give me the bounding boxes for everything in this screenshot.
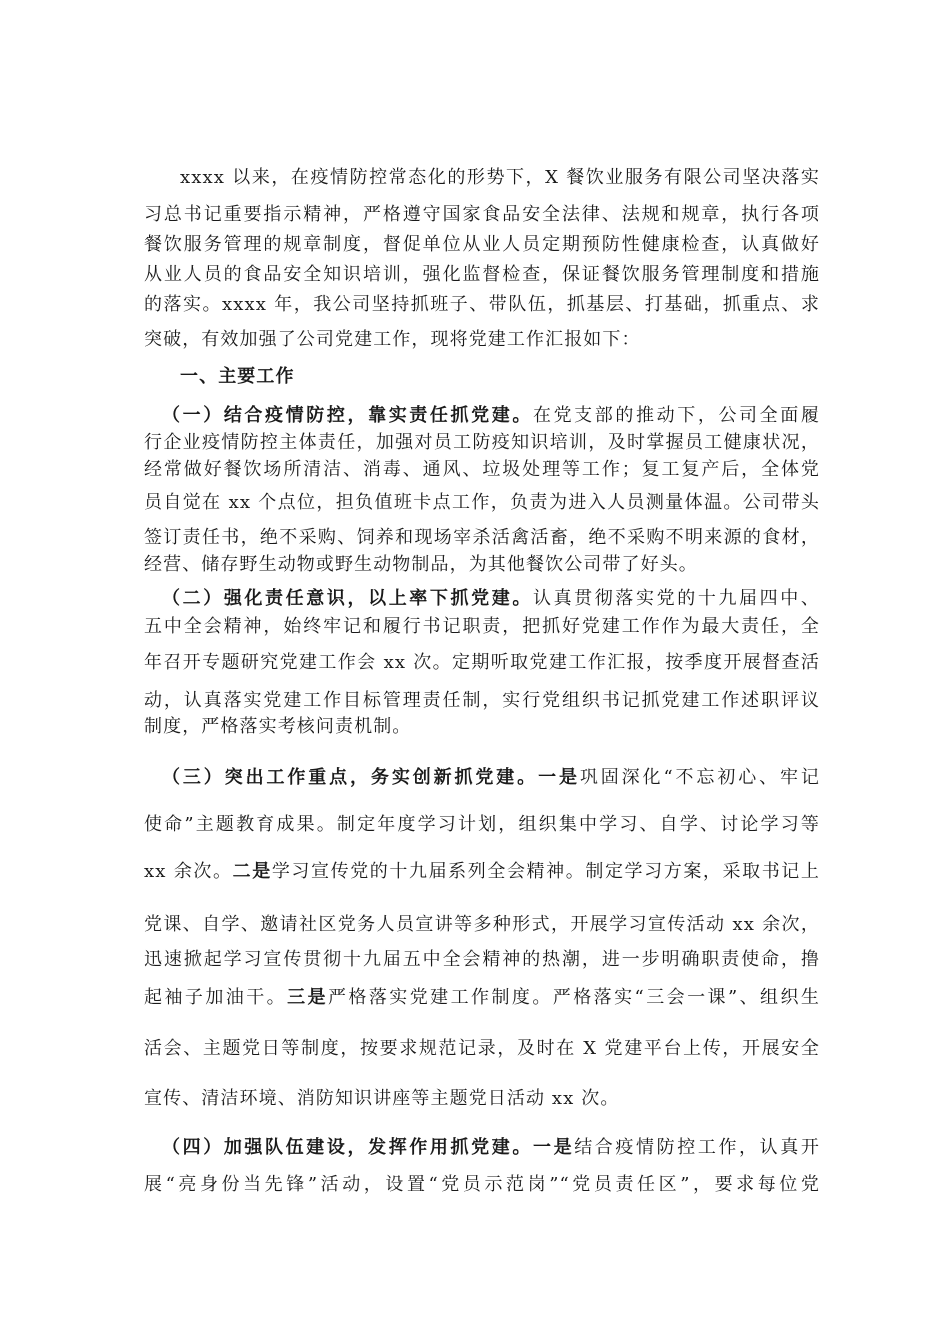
p3-first-bold: 一是 [538,767,580,788]
p4-title: （四）加强队伍建设，发挥作用抓党建。 [162,1137,533,1158]
intro-line-3: 餐饮服务管理的规章制度，督促单位从业人员定期预防性健康检查，认真做好 [144,234,820,255]
p2-line-4: 动，认真落实党建工作目标管理责任制，实行党组织书记抓党建工作述职评议 [144,690,820,711]
p3-l2-bold: 二是 [232,861,272,882]
section-heading: 一、主要工作 [180,366,295,387]
p3-line-8: 宣传、清洁环境、消防知识讲座等主题党日活动 xx 次。 [144,1088,620,1109]
p3-first-rest: 巩固深化“不忘初心、牢记 [579,767,820,788]
p1-line-2: 行企业疫情防控主体责任，加强对员工防疫知识培训，及时掌握员工健康状况， [144,432,820,453]
p1-line-5: 签订责任书，绝不采购、饲养和现场宰杀活禽活畜，绝不采购不明来源的食材， [144,527,820,548]
p3-title: （三）突出工作重点，务实创新抓党建。 [162,767,539,788]
p3-line-3 [144,857,820,883]
p3-line-7: 活会、主题党日等制度，按要求规范记录，及时在 X 党建平台上传，开展安全 [144,1038,820,1059]
p3-line-1 [162,763,820,789]
intro-line-2: 习总书记重要指示精神，严格遵守国家食品安全法律、法规和规章，执行各项 [144,204,820,225]
intro-line-5: 的落实。xxxx 年，我公司坚持抓班子、带队伍，抓基层、打基础，抓重点、求 [144,294,820,315]
p2-first-rest: 认真贯彻落实党的十九届四中、 [532,588,820,609]
p3-l5-pre: 起袖子加油干。 [144,987,288,1008]
intro-line-1: xxxx 以来，在疫情防控常态化的形势下，X 餐饮业服务有限公司坚决落实 [180,167,820,188]
p2-line-1 [162,584,820,610]
p3-l5-post: 严格落实党建工作制度。严格落实“三会一课”、组织生 [327,987,820,1008]
p3-line-2: 使命”主题教育成果。制定年度学习计划，组织集中学习、自学、讨论学习等 [144,814,820,835]
p3-line-4: 党课、自学、邀请社区党务人员宣讲等多种形式，开展学习宣传活动 xx 余次， [144,914,820,935]
p4-first-rest: 结合疫情防控工作，认真开 [574,1137,820,1158]
p1-line-4: 员自觉在 xx 个点位，担负值班卡点工作，负责为进入人员测量体温。公司带头 [144,492,820,513]
p1-line-6: 经营、储存野生动物或野生动物制品，为其他餐饮公司带了好头。 [144,554,698,575]
p4-first-bold: 一是 [532,1137,575,1158]
p4-line-2: 展“亮身份当先锋”活动，设置“党员示范岗”“党员责任区”，要求每位党 [144,1174,820,1195]
p2-line-3: 年召开专题研究党建工作会 xx 次。定期听取党建工作汇报，按季度开展督查活 [144,652,820,673]
p3-line-6 [144,983,820,1009]
p2-line-5: 制度，严格落实考核问责机制。 [144,716,412,737]
p1-line-1 [162,401,820,427]
p3-line-5: 迅速掀起学习宣传贯彻十九届五中全会精神的热潮，进一步明确职责使命，撸 [144,949,820,970]
p1-first-rest: 在党支部的推动下，公司全面履 [532,405,820,426]
intro-line-6: 突破，有效加强了公司党建工作，现将党建工作汇报如下： [144,329,641,350]
p3-l2-pre: xx 余次。 [144,861,233,882]
p3-l2-post: 学习宣传党的十九届系列全会精神。制定学习方案，采取书记上 [271,861,820,882]
p2-line-2: 五中全会精神，始终牢记和履行书记职责，把抓好党建工作作为最大责任，全 [144,616,820,637]
p2-title: （二）强化责任意识，以上率下抓党建。 [162,588,533,609]
p1-title: （一）结合疫情防控，靠实责任抓党建。 [162,405,533,426]
intro-line-4: 从业人员的食品安全知识培训，强化监督检查，保证餐饮服务管理制度和措施 [144,264,820,285]
p4-line-1 [162,1133,820,1159]
p1-line-3: 经常做好餐饮场所清洁、消毒、通风、垃圾处理等工作；复工复产后，全体党 [144,459,820,480]
p3-l5-bold: 三是 [287,987,328,1008]
